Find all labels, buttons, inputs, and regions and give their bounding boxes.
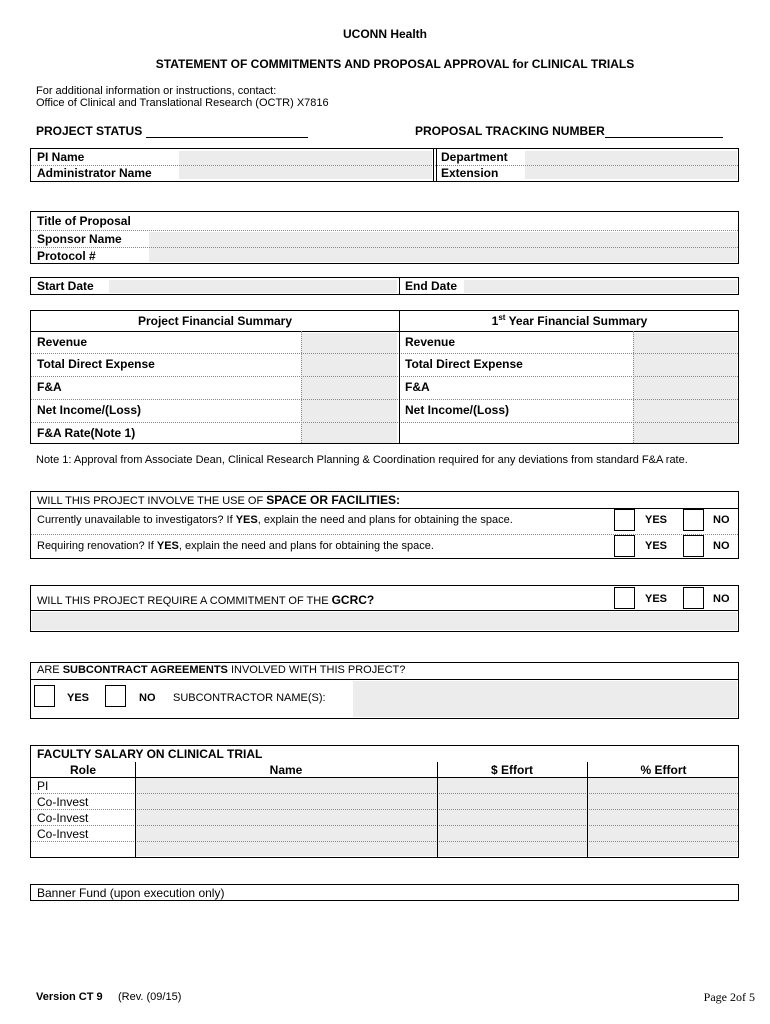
project-financial-header: Project Financial Summary [137, 314, 293, 328]
proposal-title-label: Title of Proposal [37, 214, 131, 228]
start-date-label: Start Date [37, 279, 94, 293]
project-status-field[interactable] [146, 126, 308, 138]
subcontract-no-label: NO [139, 692, 156, 704]
space-q1-no-checkbox[interactable] [683, 509, 704, 531]
gcrc-explanation-field[interactable] [32, 612, 737, 630]
revenue-label-year1: Revenue [405, 335, 456, 349]
revenue-label: Revenue [37, 335, 88, 349]
gcrc-no-checkbox[interactable] [683, 587, 704, 609]
end-date-label: End Date [405, 279, 458, 293]
gcrc-box [30, 585, 739, 632]
subcontract-yes-checkbox[interactable] [34, 685, 55, 707]
salary-title: FACULTY SALARY ON CLINICAL TRIAL [37, 747, 263, 761]
financial-summary-table [30, 310, 739, 444]
gcrc-question: WILL THIS PROJECT REQUIRE A COMMITMENT OF THE GCRC? [37, 593, 375, 607]
info-line-1: For additional information or instructions, contact: [36, 85, 277, 97]
total-direct-expense-label-year1: Total Direct Expense [405, 357, 523, 371]
dates-box [30, 277, 739, 295]
gcrc-yes-checkbox[interactable] [614, 587, 635, 609]
total-direct-expense-label: Total Direct Expense [37, 357, 155, 371]
space-q2-no-label: NO [713, 540, 730, 552]
protocol-label: Protocol # [37, 249, 96, 263]
fa-rate-note: Note 1: Approval from Associate Dean, Clinical Research Planning & Coordination required for any deviations from standard F&A rate. [36, 454, 688, 466]
col-name: Name [269, 763, 303, 777]
revision-label: (Rev. (09/15) [118, 991, 182, 1003]
subcontractor-names-label: SUBCONTRACTOR NAME(S): [173, 692, 326, 704]
extension-label: Extension [441, 166, 499, 180]
space-q1-yes-label: YES [645, 514, 668, 526]
role-coinvest-3: Co-Invest [37, 827, 89, 841]
col-percent-effort: % Effort [640, 763, 687, 777]
role-pi: PI [37, 779, 49, 793]
pi-info-box [30, 148, 739, 182]
subcontract-box [30, 662, 739, 719]
proposal-box [30, 211, 739, 264]
space-q1: Currently unavailable to investigators? If YES, explain the need and plans for obtaining the space. [37, 514, 513, 526]
net-income-label-year1: Net Income/(Loss) [405, 403, 510, 417]
page-number: Page 2of 5 [703, 990, 755, 1004]
subcontract-yes-label: YES [67, 692, 90, 704]
space-facilities-box [30, 491, 739, 559]
version-label: Version CT 9 [36, 991, 103, 1003]
banner-fund-box [30, 884, 739, 901]
faculty-salary-table [30, 745, 739, 858]
role-coinvest-1: Co-Invest [37, 795, 89, 809]
tracking-number-field[interactable] [605, 126, 723, 138]
department-label: Department [441, 150, 508, 164]
pi-name-label: PI Name [37, 150, 85, 164]
fa-label: F&A [37, 380, 62, 394]
space-q2-yes-checkbox[interactable] [614, 535, 635, 557]
fa-label-year1: F&A [405, 380, 430, 394]
tracking-number-label: PROPOSAL TRACKING NUMBER [415, 124, 723, 138]
project-status-label: PROJECT STATUS [36, 124, 308, 138]
fa-rate-label: F&A Rate(Note 1) [37, 426, 136, 440]
org-name: UCONN Health [342, 27, 427, 41]
role-coinvest-2: Co-Invest [37, 811, 89, 825]
info-line-2: Office of Clinical and Translational Research (OCTR) X7816 [36, 97, 329, 109]
gcrc-yes-label: YES [645, 593, 668, 605]
gcrc-no-label: NO [713, 593, 730, 605]
subcontractor-names-field[interactable] [353, 681, 737, 717]
space-question: WILL THIS PROJECT INVOLVE THE USE OF SPACE OR FACILITIES: [37, 493, 401, 507]
sponsor-name-label: Sponsor Name [37, 232, 122, 246]
form-title: STATEMENT OF COMMITMENTS AND PROPOSAL APPROVAL for CLINICAL TRIALS [155, 57, 635, 71]
space-q2-yes-label: YES [645, 540, 668, 552]
space-q2: Requiring renovation? If YES, explain the need and plans for obtaining the space. [37, 540, 434, 552]
subcontract-question: ARE SUBCONTRACT AGREEMENTS INVOLVED WITH THIS PROJECT? [37, 664, 406, 676]
start-date-field[interactable] [109, 280, 397, 293]
banner-fund-label: Banner Fund (upon execution only) [37, 886, 225, 900]
subcontract-no-checkbox[interactable] [105, 685, 126, 707]
col-dollar-effort: $ Effort [491, 763, 533, 777]
space-q2-no-checkbox[interactable] [683, 535, 704, 557]
space-q1-yes-checkbox[interactable] [614, 509, 635, 531]
net-income-label: Net Income/(Loss) [37, 403, 142, 417]
end-date-field[interactable] [464, 280, 737, 293]
admin-name-label: Administrator Name [37, 166, 152, 180]
first-year-financial-header: 1st Year Financial Summary [491, 313, 648, 328]
space-q1-no-label: NO [713, 514, 730, 526]
salary-entries-field[interactable] [135, 778, 737, 856]
col-role: Role [69, 763, 96, 777]
